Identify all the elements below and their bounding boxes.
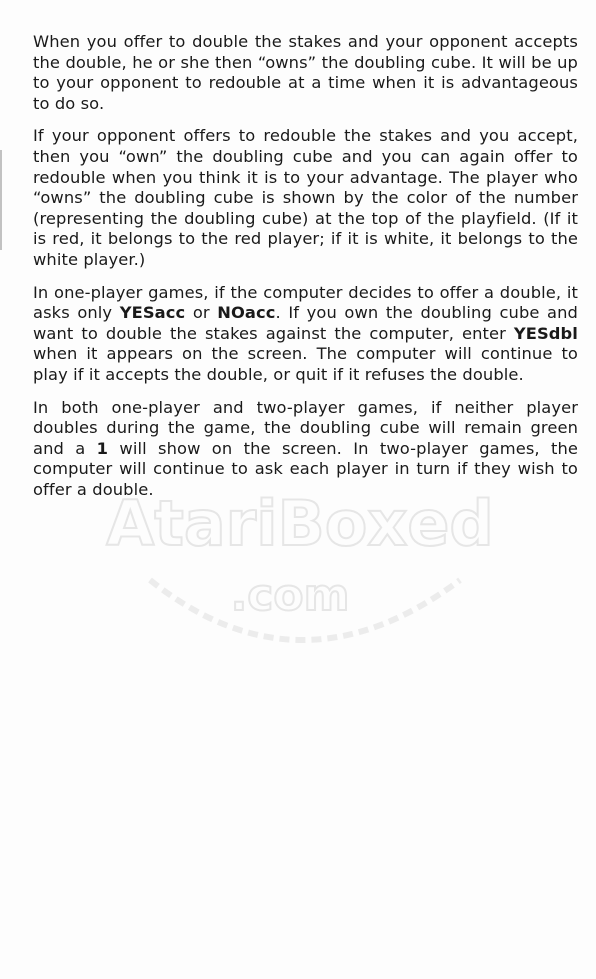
text-run: when it appears on the screen. The computer will continue to play if it accepts the double, or quit if it refuses the double.: [33, 344, 578, 384]
watermark-domain: .com: [230, 570, 350, 621]
watermark-text: AtariBoxed: [106, 487, 494, 560]
paragraph-owning-cube: When you offer to double the stakes and your opponent accepts the double, he or she then “owns” the doubling cube. It will be up to your opponent to redouble at a time when it is advantageous to do so.: [33, 32, 578, 113]
watermark-swoosh: [150, 580, 460, 640]
keyword-yesdbl: YESdbl: [513, 323, 578, 343]
text-run: In both one-player and two-player games, if neither player doubles during the game, the doubling cube will remain green and a: [33, 397, 578, 458]
text-run: . If you own the doubling cube and want to double the stakes against the computer, enter: [33, 303, 578, 343]
text-run: will show on the screen. In two-player games, the computer will continue to ask each player in turn if they wish to offer a double.: [33, 438, 579, 499]
paragraph-one-player: [33, 283, 578, 386]
paragraph-redouble: If your opponent offers to redouble the stakes and you accept, then you “own” the doubling cube and you can again offer to redouble when you think it is to your advantage. The player who “owns” the doubling cube is shown by the color of the number (representing the doubling cube) at the top of the playfield. (If it is red, it belongs to the red player; if it is white, it belongs to the white player.): [33, 126, 578, 269]
keyword-one: 1: [96, 438, 109, 458]
text-run: or: [185, 303, 218, 323]
keyword-yesacc: YESacc: [119, 303, 186, 323]
paragraph-no-doubles: [33, 398, 578, 501]
keyword-noacc: NOacc: [217, 303, 276, 323]
text-run: In one-player games, if the computer decides to offer a double, it asks only: [33, 282, 578, 323]
page-edge-mark: [0, 150, 2, 250]
body-text: [33, 32, 578, 512]
